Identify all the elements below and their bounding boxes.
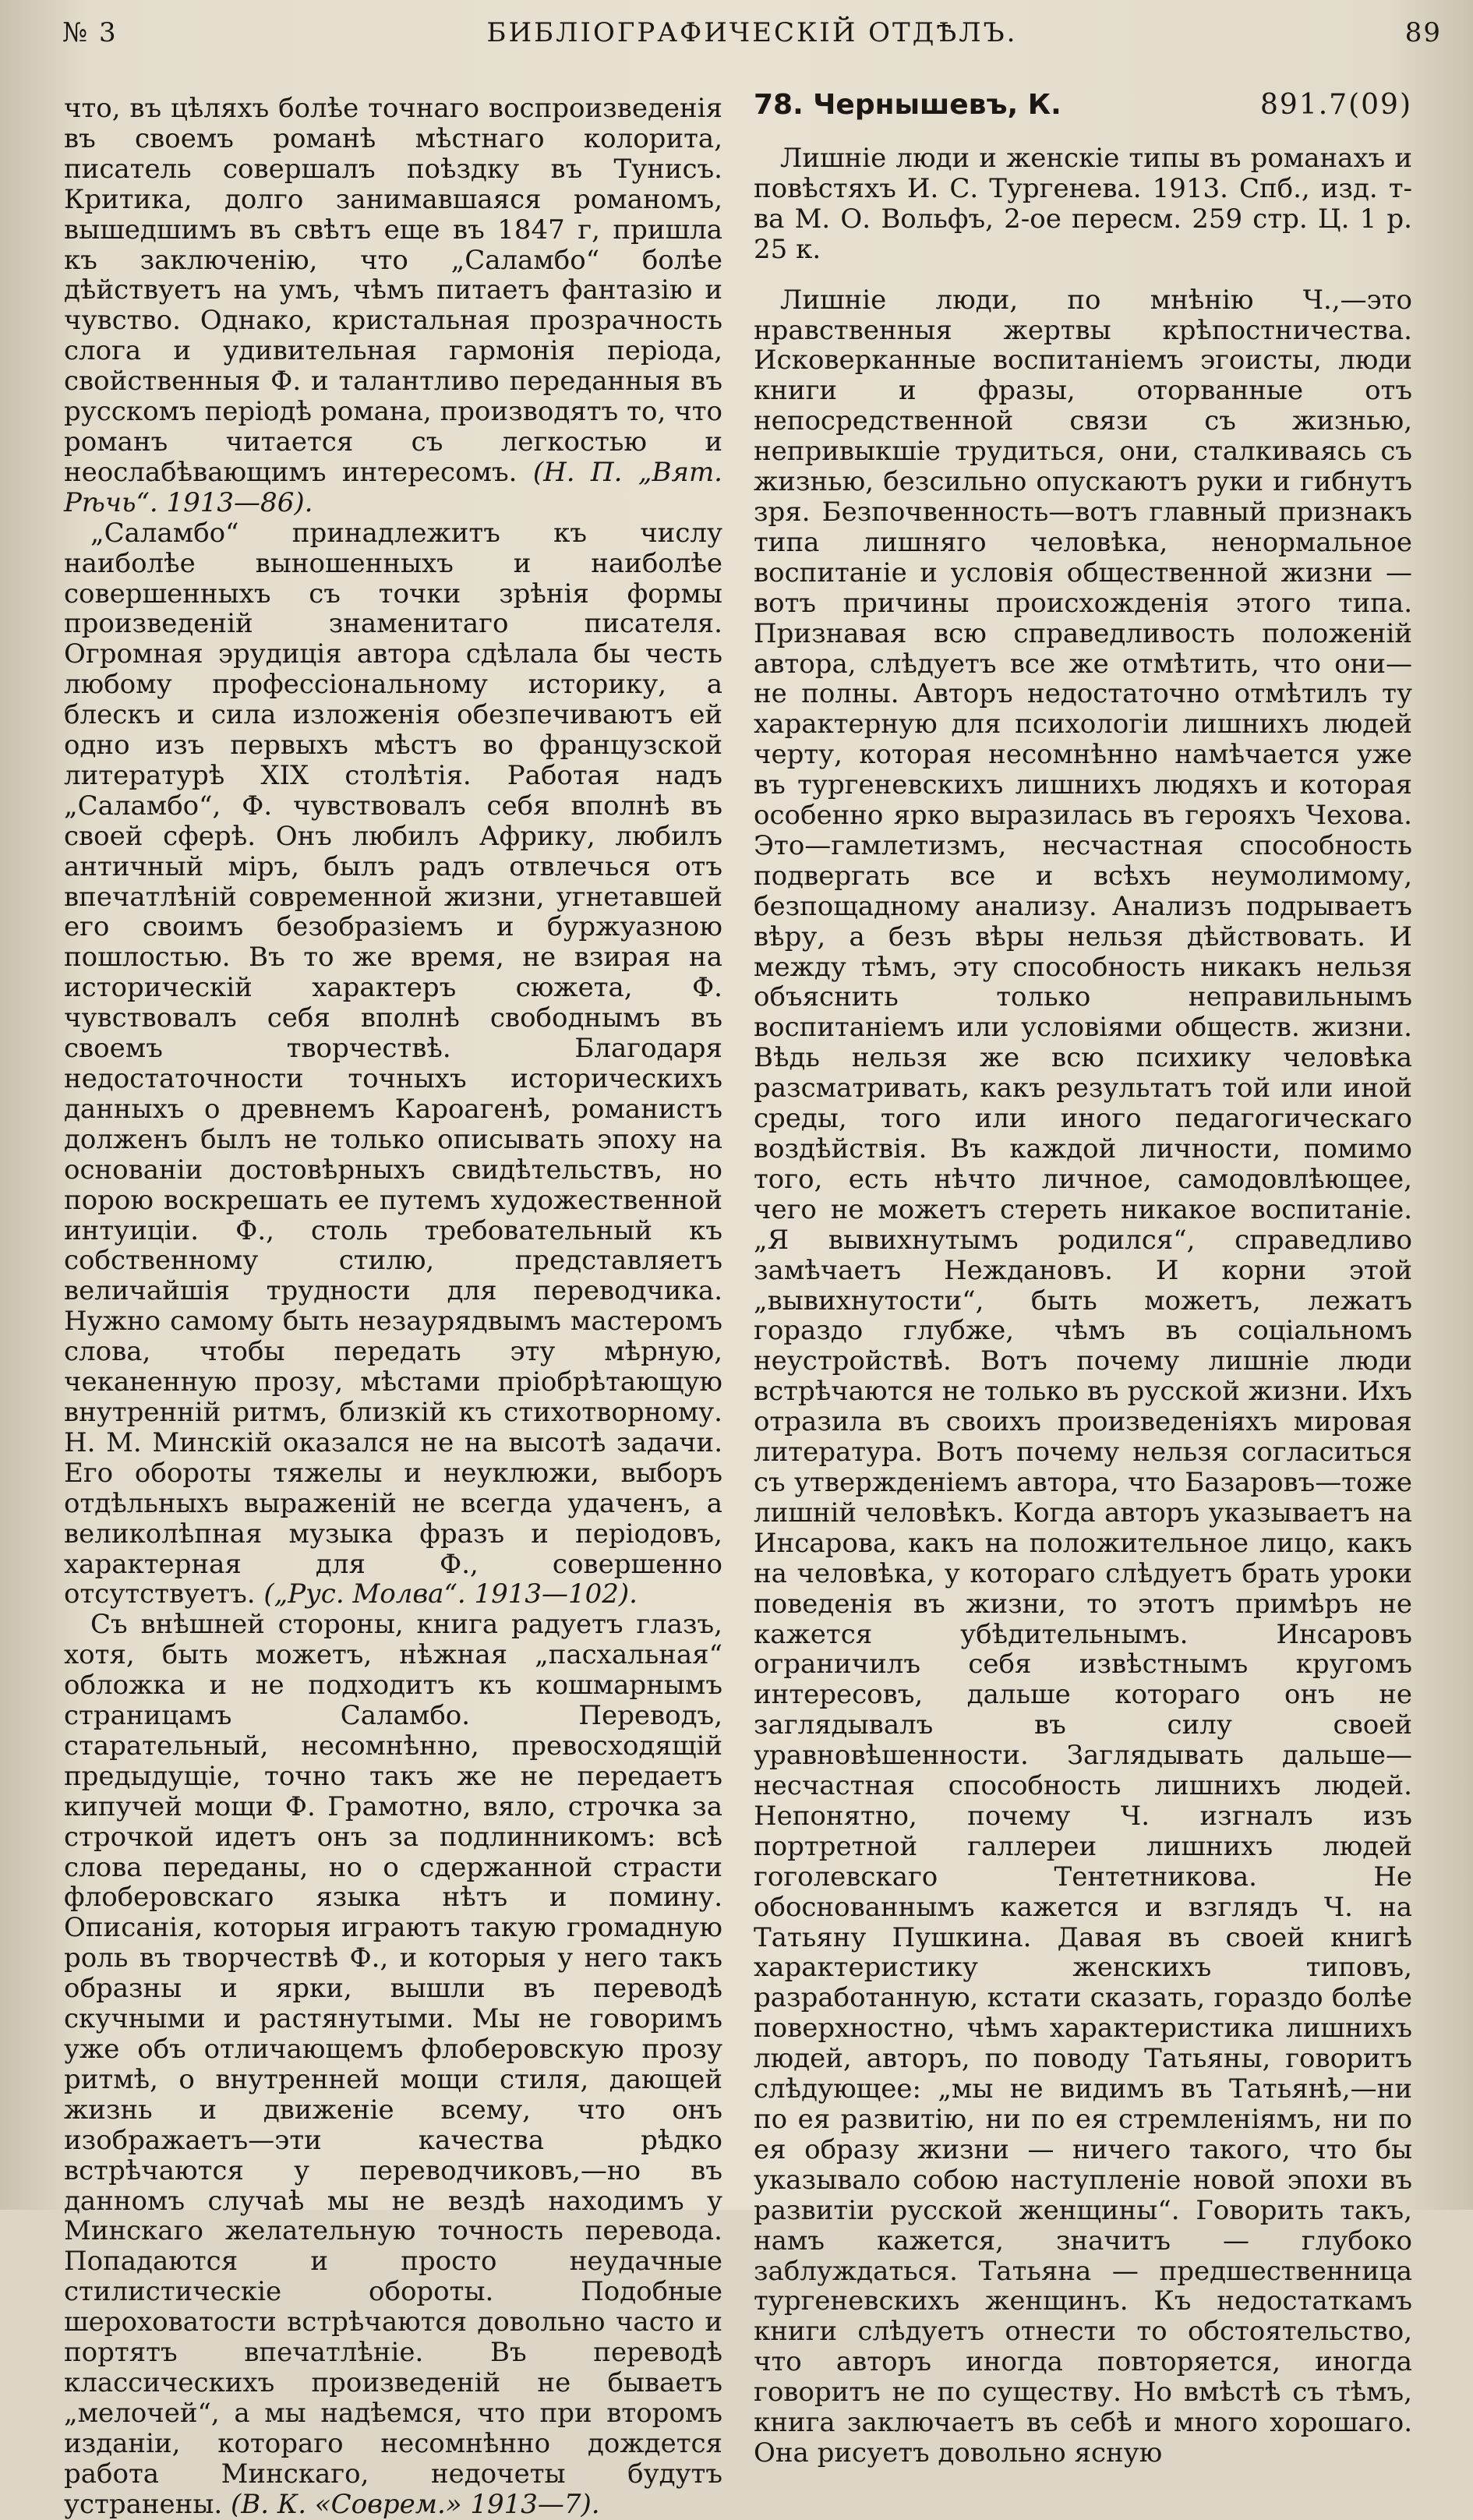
review-source: (В. К. «Соврем.» 1913—7). [231, 2488, 600, 2520]
review-paragraph [64, 1610, 722, 2519]
section-title: БИБЛІОГРАФИЧЕСКІЙ ОТДѢЛЪ. [486, 17, 1018, 48]
review-text: Съ внѣшней стороны, книга радуетъ глазъ, хотя, быть можетъ, нѣжная „пасхальная“ обложка и не подходитъ къ кошмарнымъ страницамъ Саламбо. Переводъ, старательный, несомнѣнно, превосходящій предыдущіе, точно такъ же не передаетъ кипучей мощи Ф. Грамотно, вяло, строчка за строчкой идетъ онъ за подлинникомъ: всѣ слова переданы, но о сдержанной страсти флоберовскаго языка нѣтъ и помину. Описанія, которыя играютъ такую громадную роль въ творчествѣ Ф., и которыя у него такъ образны и ярки, вышли въ переводѣ скучными и растянутыми. Мы не говоримъ уже объ отличающемъ флоберовскую прозу ритмѣ, о внутренней мощи стиля, дающей жизнь и движеніе всему, что онъ изображаетъ—эти качества рѣдко встрѣчаются у переводчиковъ,—но въ данномъ случаѣ мы не вездѣ находимъ у Минскаго желательную точность перевода. Попадаются и просто неудачные стилистическіе обороты. Подобные шероховатости встрѣчаются довольно часто и портятъ впечатлѣніе. Въ переводѣ классическихъ произведеній не бываетъ „мелочей“, а мы надѣемся, что при второмъ изданіи, которaго несомнѣнно дождется работа Минскаго, недочеты будутъ устранены. [64, 1609, 722, 2520]
review-source: (Н. П. „Вят. Рѣчь“. 1913—86). [64, 456, 722, 518]
review-source: („Рус. Молва“. 1913—102). [263, 1578, 638, 1610]
issue-number: № 3 [62, 17, 118, 48]
bibliographic-record: Лишніе люди и женскіе типы въ романахъ и повѣстяхъ И. С. Тургенева. 1913. Спб., изд. т-ва М. О. Вольфъ, 2-ое пересм. 259 стр. Ц. 1 р. 25 к. [754, 143, 1412, 265]
review-paragraph [64, 518, 722, 1610]
right-column [754, 89, 1412, 2469]
classification-code: 891.7(09) [1260, 89, 1412, 121]
entry-author: 78. Чернышевъ, К. [754, 89, 1061, 121]
page-number: 89 [1404, 17, 1442, 48]
review-paragraph: Лишніе люди, по мнѣнію Ч.,—это нравственныя жертвы крѣпостничества. Исковерканные воспитаніемъ эгоисты, люди книги и фразы, оторванные отъ непосредственной связи съ жизнью, непривыкшіе трудиться, они, сталкиваясь съ жизнью, безсильно опускаютъ руки и гибнутъ зря. Безпочвенность—вотъ главный признакъ типа лишняго человѣка, ненормальное воспитаніе и условія общественной жизни — вотъ причины происхожденія этого типа. Признавая всю справедливость положеній автора, слѣдуетъ все же отмѣтить, что они—не полны. Авторъ недостаточно отмѣтилъ ту характерную для психологіи лишнихъ людей черту, которая несомнѣнно намѣчается уже въ тургеневскихъ лишнихъ людяхъ и которая особенно ярко выразилась въ герояхъ Чехова. Это—гамлетизмъ, несчастная способность подвергать все и всѣхъ неумолимому, безпощадному анализу. Анализъ подрываетъ вѣру, а безъ вѣры нельзя дѣйствовать. И между тѣмъ, эту способность никакъ нельзя объяснить только неправильнымъ воспитаніемъ или условіями обществ. жизни. Вѣдь нельзя же всю психику человѣка разсматривать, какъ результатъ той или иной среды, того или иного педагогическаго воздѣйствія. Въ каждой личности, помимо того, есть нѣчто личное, самодовлѣющее, чего не можетъ стереть никакое воспитаніе. „Я вывихнутымъ родился“, справедливо замѣчаетъ Неждановъ. И корни этой „вывихнутости“, быть можетъ, лежатъ гораздо глубже, чѣмъ въ соціальномъ неустройствѣ. Вотъ почему лишніе люди встрѣчаются не только въ русской жизни. Ихъ отразила въ своихъ произведеніяхъ мировая литература. Вотъ почему нельзя согласиться съ утвержденіемъ автора, что Базаровъ—тоже лишній человѣкъ. Когда авторъ указываетъ на Инсарова, какъ на положительное лицо, какъ на человѣка, у котораго слѣдуетъ брать уроки поведенія въ жизни, то этотъ примѣръ не кажется убѣдительнымъ. Инсаровъ ограничилъ себя извѣстнымъ кругомъ интересовъ, дальше котораго онъ не заглядывалъ въ силу своей уравновѣшенности. Заглядывать дальше—несчастная способность лишнихъ людей. Непонятно, почему Ч. изгналъ изъ портретной галлереи лишнихъ людей гоголевскаго Тентетникова. Не обоснованнымъ кажется и взглядъ Ч. на Татьяну Пушкина. Давая въ своей книгѣ характеристику женскихъ типовъ, разработанную, кстати сказать, гораздо болѣе поверхностно, чѣмъ характеристика лишнихъ людей, авторъ, по поводу Татьяны, говоритъ слѣдующее: „мы не видимъ въ Татьянѣ,—ни по ея развитію, ни по ея стремленіямъ, ни по ея образу жизни — ничего такого, что бы указывало собою наступленіе новой эпохи въ развитіи русской женщины“. Говорить такъ, намъ кажется, значитъ — глубоко заблуждаться. Татьяна — предшественница тургеневскихъ женщинъ. Къ недостаткамъ книги слѣдуетъ отнести то обстоятельство, что авторъ иногда повторяется, иногда говоритъ не по существу. Но вмѣстѣ съ тѣмъ, книга заключаетъ въ себѣ и много хорошаго. Она рисуетъ довольно ясную [754, 284, 1412, 2469]
entry-heading [754, 90, 1412, 133]
running-head [62, 17, 1442, 64]
review-text: что, въ цѣляхъ болѣе точнаго воспроизведенія въ своемъ романѣ мѣстнаго колорита, писатель совершалъ поѣздку въ Тунисъ. Критика, долго занимавшаяся романомъ, вышедшимъ въ свѣтъ еще въ 1847 г, пришла къ заключенію, что „Саламбо“ болѣе дѣйствуетъ на умъ, чѣмъ питаетъ фантазію и чувство. Однако, кристальная прозрачность слога и удивительная гармонія періода, свойственныя Ф. и талантливо переданныя въ русскомъ періодѣ романа, производятъ то, что романъ читается съ легкостью и неослабѣвающимъ интересомъ. [64, 93, 722, 488]
left-column [64, 94, 722, 2520]
review-text: „Саламбо“ принадлежитъ къ числу наиболѣе выношенныхъ и наиболѣе совершенныхъ съ точки зрѣнія формы произведеній знаменитаго писателя. Огромная эрудиція автора сдѣлала бы честь любому профессіональному историку, а блескъ и сила изложенія обезпечиваютъ ей одно изъ первыхъ мѣстъ во французской литературѣ XIX столѣтія. Работая надъ „Саламбо“, Ф. чувствовалъ себя вполнѣ въ своей сферѣ. Онъ любилъ Африку, любилъ античный міръ, былъ радъ отвлечься отъ впечатлѣній современной жизни, угнетавшей его своимъ безобразіемъ и буржуазною пошлостью. Въ то же время, не взирая на историческій характеръ сюжета, Ф. чувствовалъ себя вполнѣ свободнымъ въ своемъ творчествѣ. Благодаря недостаточности точныхъ историческихъ данныхъ о древнемъ Кароагенѣ, романистъ долженъ былъ не только описывать эпоху на основаніи достовѣрныхъ свидѣтельствъ, но порою воскрешать ее путемъ художественной интуиціи. Ф., столь требовательный къ собственному стилю, представляетъ величайшія трудности для переводчика. Нужно самому быть незаурядвымъ мастеромъ слова, чтобы передать эту мѣрную, чеканенную прозу, мѣстами пріобрѣтающую внутренній ритмъ, близкій къ стихотворному. Н. М. Минскій оказался не на высотѣ задачи. Его обороты тяжелы и неуклюжи, выборъ отдѣльныхъ выраженій не всегда удаченъ, а великолѣпная музыка фразъ и періодовъ, характерная для Ф., совершенно отсутствуетъ. [64, 517, 722, 1610]
review-paragraph [64, 94, 722, 518]
